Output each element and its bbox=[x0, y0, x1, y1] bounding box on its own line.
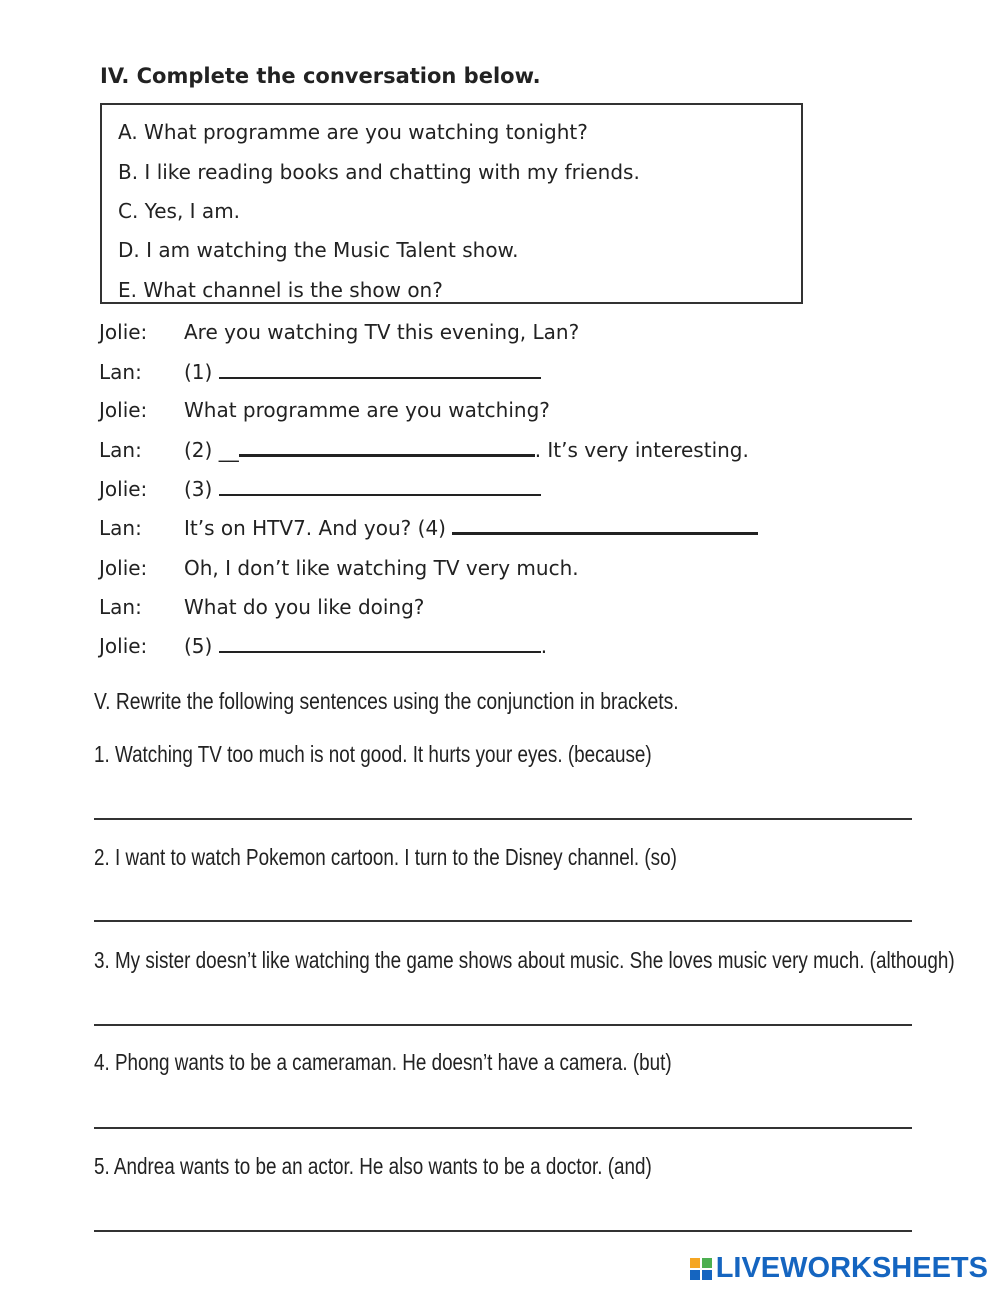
speaker-label: Lan: bbox=[99, 595, 142, 619]
speaker-label: Jolie: bbox=[99, 320, 148, 344]
blank-number: (1) bbox=[184, 360, 213, 384]
dialogue-line bbox=[184, 438, 749, 462]
dialogue-line bbox=[184, 634, 547, 658]
dialogue-after: . bbox=[540, 634, 548, 658]
answer-blank-2[interactable] bbox=[239, 438, 535, 457]
answer-blank-5[interactable] bbox=[219, 635, 541, 653]
speaker-label: Lan: bbox=[99, 516, 142, 540]
dialogue-after: . It’s very interesting. bbox=[534, 438, 749, 462]
logo-mark-icon bbox=[690, 1258, 712, 1280]
option-b: B. I like reading books and chatting with my friends. bbox=[118, 160, 640, 184]
rewrite-item-4: 4. Phong wants to be a cameraman. He doesn’t have a camera. (but) bbox=[94, 1049, 672, 1075]
dialogue-line: Oh, I don’t like watching TV very much. bbox=[184, 556, 579, 580]
section-5-title: V. Rewrite the following sentences using the conjunction in brackets. bbox=[94, 688, 679, 714]
liveworksheets-logo bbox=[690, 1252, 988, 1285]
section-4-title: IV. Complete the conversation below. bbox=[100, 64, 541, 88]
dialogue-text: It’s on HTV7. And you? (4) bbox=[184, 516, 446, 540]
blank-number: (2) __ bbox=[184, 438, 239, 462]
rewrite-item-5: 5. Andrea wants to be an actor. He also wants to be a doctor. (and) bbox=[94, 1153, 652, 1179]
speaker-label: Jolie: bbox=[99, 477, 148, 501]
rewrite-item-2: 2. I want to watch Pokemon cartoon. I turn to the Disney channel. (so) bbox=[94, 844, 677, 870]
option-a: A. What programme are you watching tonight? bbox=[118, 120, 588, 144]
rewrite-item-3: 3. My sister doesn’t like watching the game shows about music. She loves music very much. (although) bbox=[94, 947, 955, 973]
answer-blank-3[interactable] bbox=[219, 478, 541, 496]
logo-text: LIVEWORKSHEETS bbox=[715, 1252, 988, 1284]
answer-line-2[interactable] bbox=[94, 920, 912, 922]
dialogue-line: What do you like doing? bbox=[184, 595, 425, 619]
dialogue-line bbox=[184, 360, 541, 384]
answer-blank-4[interactable] bbox=[452, 516, 758, 535]
answer-line-4[interactable] bbox=[94, 1127, 912, 1129]
dialogue-line: What programme are you watching? bbox=[184, 398, 550, 422]
speaker-label: Jolie: bbox=[99, 556, 148, 580]
options-box bbox=[100, 103, 803, 304]
blank-number: (3) bbox=[184, 477, 213, 501]
option-e: E. What channel is the show on? bbox=[118, 278, 443, 302]
rewrite-item-1: 1. Watching TV too much is not good. It hurts your eyes. (because) bbox=[94, 741, 652, 767]
dialogue-line bbox=[184, 516, 758, 540]
speaker-label: Jolie: bbox=[99, 634, 148, 658]
blank-number: (5) bbox=[184, 634, 213, 658]
answer-blank-1[interactable] bbox=[219, 361, 541, 379]
option-d: D. I am watching the Music Talent show. bbox=[118, 238, 519, 262]
dialogue-line bbox=[184, 477, 541, 501]
answer-line-5[interactable] bbox=[94, 1230, 912, 1232]
dialogue-line: Are you watching TV this evening, Lan? bbox=[184, 320, 580, 344]
option-c: C. Yes, I am. bbox=[118, 199, 241, 223]
speaker-label: Lan: bbox=[99, 438, 142, 462]
answer-line-3[interactable] bbox=[94, 1024, 912, 1026]
answer-line-1[interactable] bbox=[94, 818, 912, 820]
speaker-label: Lan: bbox=[99, 360, 142, 384]
speaker-label: Jolie: bbox=[99, 398, 148, 422]
